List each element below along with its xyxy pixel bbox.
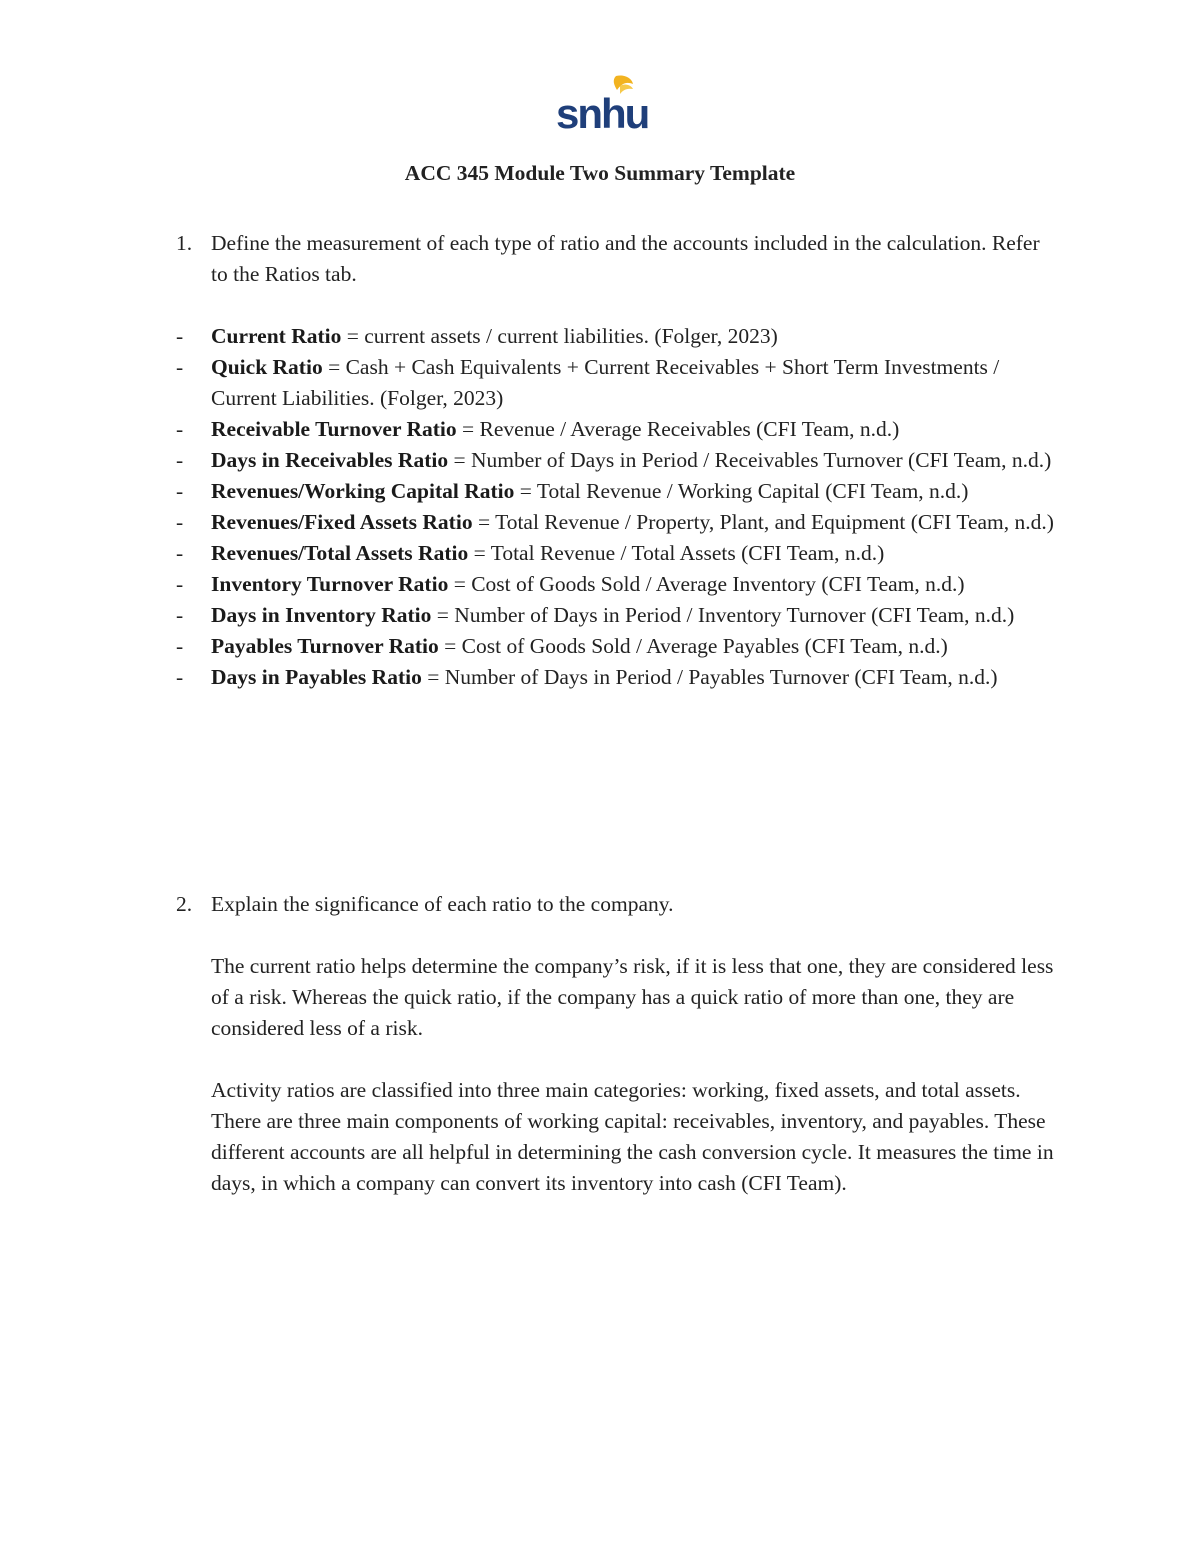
- list-item: [176, 631, 1056, 662]
- question-1-number: 1.: [176, 231, 193, 255]
- list-dash: -: [176, 665, 184, 689]
- page-title: ACC 345 Module Two Summary Template: [404, 161, 796, 185]
- ratio-name: Days in Inventory Ratio: [211, 603, 432, 627]
- ratio-formula: = Number of Days in Period / Inventory Turnover (CFI Team, n.d.): [431, 603, 1015, 627]
- ratio-formula: = Number of Days in Period / Payables Turnover (CFI Team, n.d.): [421, 665, 998, 689]
- question-2: [176, 889, 1056, 920]
- question-1-text: Define the measurement of each type of ratio and the accounts included in the calculation. Refer to the Ratios tab.: [211, 231, 1040, 286]
- list-item: [176, 414, 1056, 445]
- ratio-name: Days in Receivables Ratio: [211, 448, 449, 472]
- ratio-formula: = current assets / current liabilities. (Folger, 2023): [341, 324, 778, 348]
- list-dash: -: [176, 324, 184, 348]
- list-item: [176, 600, 1056, 631]
- ratio-formula: = Total Revenue / Total Assets (CFI Team, n.d.): [468, 541, 885, 565]
- ratio-name: Payables Turnover Ratio: [211, 634, 439, 658]
- ratio-name: Current Ratio: [211, 324, 342, 348]
- list-dash: -: [176, 634, 184, 658]
- list-dash: -: [176, 417, 184, 441]
- list-item: [176, 569, 1056, 600]
- ratio-formula: = Revenue / Average Receivables (CFI Team, n.d.): [456, 417, 900, 441]
- ratio-formula: = Total Revenue / Working Capital (CFI Team, n.d.): [514, 479, 969, 503]
- list-item: [176, 321, 1056, 352]
- list-item: [176, 538, 1056, 569]
- list-dash: -: [176, 355, 184, 379]
- question-1: [176, 228, 1056, 290]
- ratio-name: Receivable Turnover Ratio: [211, 417, 457, 441]
- ratio-name: Days in Payables Ratio: [211, 665, 422, 689]
- ratio-name: Revenues/Fixed Assets Ratio: [211, 510, 473, 534]
- list-dash: -: [176, 479, 184, 503]
- question-2-number: 2.: [176, 892, 193, 916]
- list-item: [176, 352, 1056, 414]
- ratio-formula: = Number of Days in Period / Receivables Turnover (CFI Team, n.d.): [448, 448, 1052, 472]
- list-item: [176, 445, 1056, 476]
- question-2-text: Explain the significance of each ratio to the company.: [211, 892, 674, 916]
- answer-2-paragraph-1: The current ratio helps determine the company’s risk, if it is less that one, they are considered less of a risk. Whereas the quick ratio, if the company has a quick ratio of more than one, they are considered less of a risk.: [211, 954, 1054, 1040]
- list-dash: -: [176, 541, 184, 565]
- svg-text:snhu: snhu: [556, 90, 649, 137]
- list-dash: -: [176, 510, 184, 534]
- ratio-name: Revenues/Working Capital Ratio: [211, 479, 515, 503]
- list-dash: -: [176, 448, 184, 472]
- list-item: [176, 476, 1056, 507]
- ratio-formula: = Cost of Goods Sold / Average Inventory (CFI Team, n.d.): [448, 572, 965, 596]
- ratio-name: Quick Ratio: [211, 355, 323, 379]
- ratio-formula: = Total Revenue / Property, Plant, and Equipment (CFI Team, n.d.): [472, 510, 1054, 534]
- ratio-list: [176, 321, 1056, 693]
- list-item: [176, 662, 1056, 693]
- ratio-name: Inventory Turnover Ratio: [211, 572, 449, 596]
- snhu-logo: [554, 72, 649, 137]
- ratio-name: Revenues/Total Assets Ratio: [211, 541, 469, 565]
- list-item: [176, 507, 1056, 538]
- snhu-logo-graphic: [554, 72, 649, 137]
- answer-2-paragraph-2: Activity ratios are classified into three main categories: working, fixed assets, and total assets. There are three main components of working capital: receivables, inventory, and payables. These different accounts are all helpful in determining the cash conversion cycle. It measures the time in days, in which a company can convert its inventory into cash (CFI Team).: [211, 1078, 1054, 1195]
- list-dash: -: [176, 603, 184, 627]
- list-dash: -: [176, 572, 184, 596]
- ratio-formula: = Cost of Goods Sold / Average Payables (CFI Team, n.d.): [438, 634, 948, 658]
- ratio-formula: = Cash + Cash Equivalents + Current Receivables + Short Term Investments / Current Liabilities. (Folger, 2023): [211, 355, 1000, 410]
